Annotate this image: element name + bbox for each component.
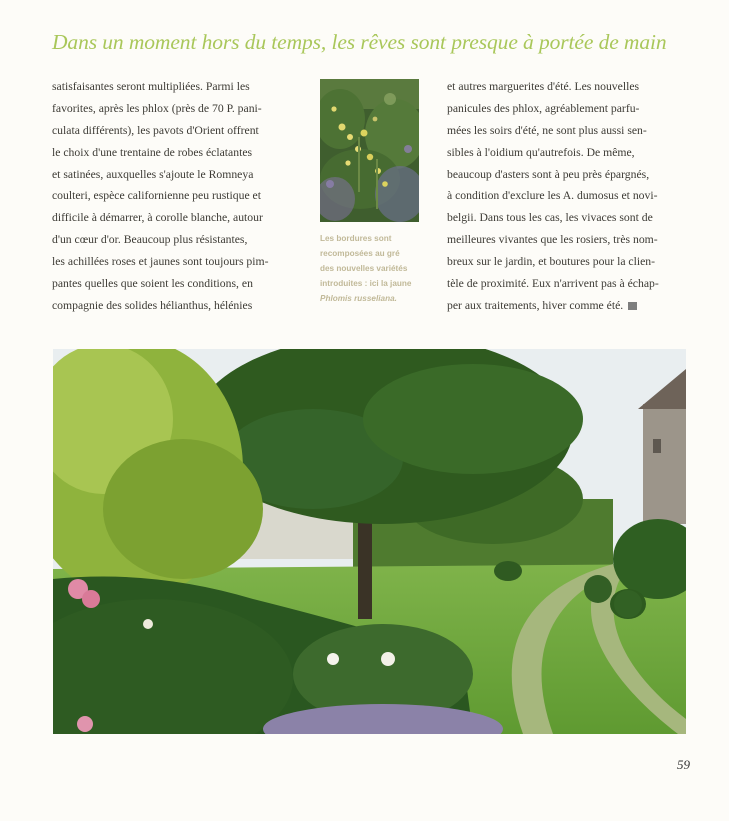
end-of-article-square-icon [628,302,637,310]
text-line: compagnie des solides hélianthus, hélénies [52,298,253,312]
garden-scene-illustration [53,349,686,734]
left-text-column [52,76,296,317]
text-line: d'un cœur d'or. Beaucoup plus résistantes, [52,233,248,247]
phlomis-border-photo [320,79,419,222]
caption-line: Les bordures sont [320,234,392,243]
text-line: à condition d'exclure les A. dumosus et novi- [447,189,658,203]
text-line: sibles à l'oidium qu'autrefois. De même, [447,145,635,159]
text-line: beaucoup d'asters sont à peu près épargnés, [447,167,650,181]
text-line: panicules des phlox, agréablement parfu- [447,101,640,115]
text-line: favorites, après les phlox (près de 70 P. pani- [52,101,262,115]
text-line: tèle de proximité. Eux n'arrivent pas à échap- [447,277,659,291]
caption-line: des nouvelles variétés [320,264,408,273]
text-line: coulteri, espèce californienne peu rustique et [52,189,261,203]
garden-lawn-photo [53,349,686,734]
caption-line: introduites : ici la jaune [320,279,412,288]
flower-border-illustration [320,79,419,222]
text-line: mées les soirs d'été, ne sont plus aussi sen- [447,123,647,137]
caption-line: recomposées au gré [320,249,400,258]
text-line: et autres marguerites d'été. Les nouvelles [447,80,640,93]
photo-caption [320,231,430,306]
text-line: les achillées roses et jaunes sont toujours pim- [52,255,269,269]
text-line: difficile à démarrer, à corolle blanche, autour [52,211,263,225]
text-line-text: per aux traitements, hiver comme été. [447,298,624,312]
text-line: le choix d'une trentaine de robes éclatantes [52,145,253,159]
caption-line: Phlomis russeliana. [320,294,397,303]
text-line-last [447,295,691,317]
text-line: satisfaisantes seront multipliées. Parmi les [52,80,250,93]
text-line: meilleures vivantes que les rosiers, très nom- [447,233,658,247]
text-line: culata différents), les pavots d'Orient offrent [52,123,259,137]
text-line: breux sur le jardin, et boutures pour la clien- [447,255,656,269]
right-text-column [447,76,691,317]
page-number: 59 [677,757,690,772]
page-headline: Dans un moment hors du temps, les rêves sont presque à portée de main [52,30,667,54]
text-line: pantes quelles que soient les conditions, en [52,277,253,291]
text-line: et satinées, auxquelles s'ajoute le Romneya [52,167,254,181]
text-line: belgii. Dans tous les cas, les vivaces sont de [447,211,653,225]
